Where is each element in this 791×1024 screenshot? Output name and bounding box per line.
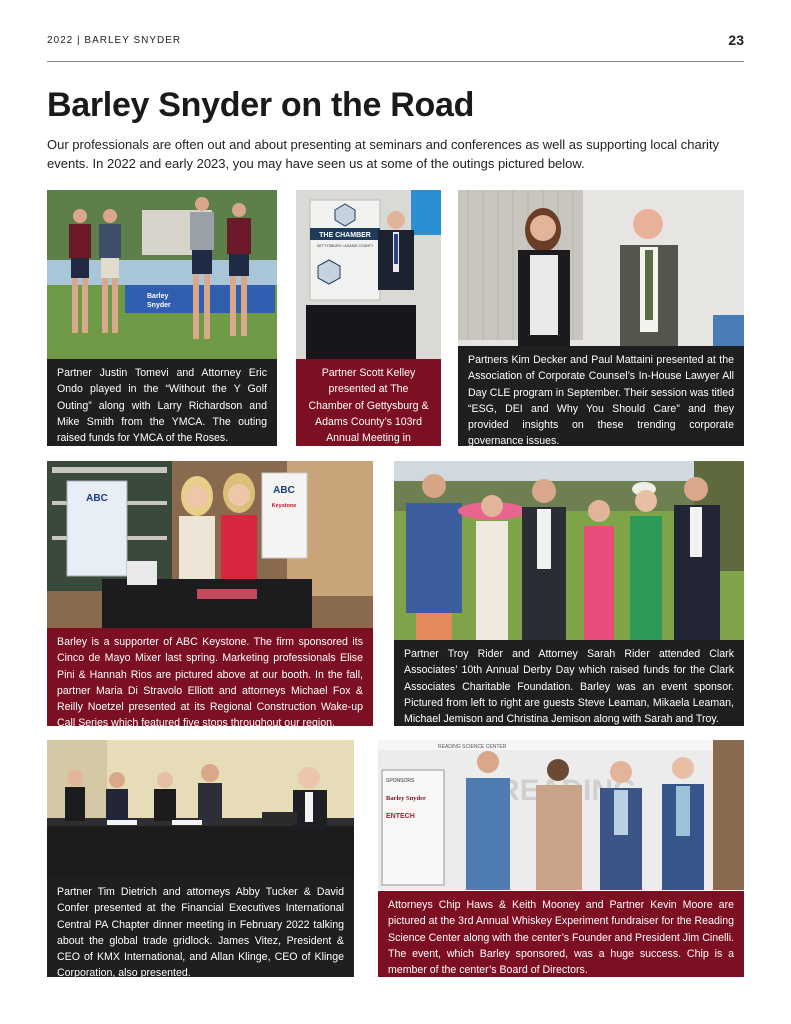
rsc-wordmark: READING SCIENCE CENTER	[438, 744, 507, 750]
chamber-banner-subtext: GETTYSBURG • ADAMS COUNTY	[316, 244, 374, 248]
chamber-meeting-caption: Partner Scott Kelley presented at The Chamber of Gettysburg & Adams County’s 103rd Annual Meeting in November.	[296, 359, 441, 446]
abc-keystone-photo	[47, 461, 373, 631]
fei-dinner-caption: Partner Tim Dietrich and attorneys Abby Tucker & David Confer presented at the Financial Executives International Central PA Chapter dinner meeting in February 2022 talking about the global trade gridlock. James Vitez, President & CEO of KMX International, and Allan Klinge, CEO of Klinge Corporation, also presented.	[47, 878, 354, 977]
chamber-meeting-photo	[296, 190, 441, 360]
person	[198, 764, 222, 821]
fei-dinner-card	[47, 740, 354, 980]
person	[154, 772, 176, 821]
chamber-banner-text: THE CHAMBER	[319, 232, 371, 239]
abc-keystone-card	[47, 461, 373, 730]
whiskey-experiment-card	[378, 740, 744, 977]
abc-banner-word: Keystone	[271, 503, 297, 509]
golf-banner-text-2: Snyder	[147, 302, 171, 309]
acc-cle-photo	[458, 190, 744, 350]
rsc-sign-text-2: Barley Snyder	[386, 795, 426, 802]
golf-outing-card	[47, 190, 277, 446]
golf-outing-photo	[47, 190, 277, 360]
rsc-sign-text-3: ENTECH	[386, 813, 415, 820]
derby-day-caption: Partner Troy Rider and Attorney Sarah Rider attended Clark Associates’ 10th Annual Derby Day which raised funds for the Clark Associates Charitable Foundation. Barley was an event sponsor. Pictured from left to right are guests Steve Leaman, Mikaela Leaman, Michael Jemison and Christina Jemison along with Sarah and Troy.	[394, 640, 744, 726]
header-divider	[47, 61, 744, 62]
whiskey-experiment-photo	[378, 740, 744, 890]
golf-banner-text-1: Barley	[147, 293, 169, 300]
acc-cle-card	[458, 190, 744, 446]
derby-day-card	[394, 461, 744, 726]
chamber-meeting-card	[296, 190, 441, 461]
golf-outing-caption: Partner Justin Tomevi and Attorney Eric Ondo played in the “Without the Y Golf Outing” along with Larry Richardson and Mike Smith from the YMCA. The outing raised funds for YMCA of the Roses.	[47, 359, 277, 446]
running-head: 2022 | BARLEY SNYDER	[47, 35, 182, 46]
fei-dinner-photo	[47, 740, 354, 880]
rsc-sign-text-1: SPONSORS	[386, 778, 415, 784]
acc-cle-caption: Partners Kim Decker and Paul Mattaini presented at the Association of Corporate Counsel’s In-House Lawyer All Day CLE program in September. Their session was titled “ESG, DEI and Why You Should Care” and they provided insights on these trending corporate governance issues.	[458, 346, 744, 446]
person	[106, 772, 128, 821]
abc-logo-text-1: ABC	[86, 493, 108, 504]
abc-keystone-caption: Barley is a supporter of ABC Keystone. The firm sponsored its Cinco de Mayo Mixer last spring. Marketing professionals Elise Pini & Hannah Rios are pictured above at our booth. In the fall, partner Maria Di Stravolo Elliott and attorneys Michael Fox & Reilly Noetzel presented at its Regional Construction Wake-up Call Series which featured five stops throughout our region.	[47, 628, 373, 726]
page-number: 23	[728, 32, 744, 48]
whiskey-experiment-caption: Attorneys Chip Haws & Keith Mooney and Partner Kevin Moore are pictured at the 3rd Annual Whiskey Experiment fundraiser for the Reading Science Center along with the center’s Founder and President Jim Cinelli. The event, which Barley sponsored, was a huge success. Chip is a member of the center’s Board of Directors.	[378, 891, 744, 977]
derby-day-photo	[394, 461, 744, 641]
person	[65, 770, 85, 821]
intro-paragraph: Our professionals are often out and about presenting at seminars and conferences as well as supporting local charity events. In 2022 and early 2023, you may have seen us at some of the outings pictured below.	[47, 137, 720, 171]
abc-logo-text-2: ABC	[273, 485, 295, 496]
page-title: Barley Snyder on the Road	[47, 86, 475, 124]
